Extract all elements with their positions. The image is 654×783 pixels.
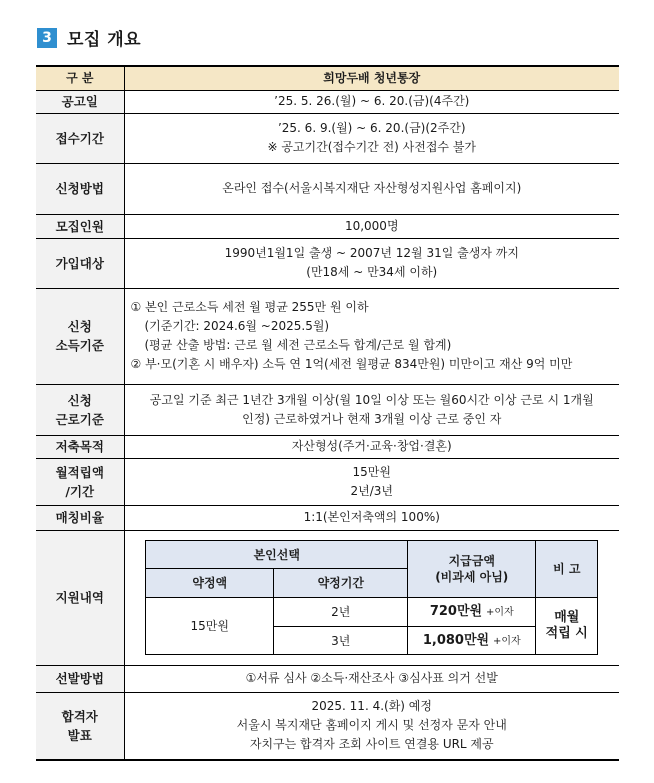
pay-amount-header-line1: 지급금액 [448,554,495,568]
work-label [36,384,124,435]
payout-2y [408,598,536,627]
header-value: 희망두배 청년통장 [124,66,619,90]
income-value [124,288,619,384]
eligibility-birth-range: 1990년1월1일 출생 ~ 2007년 12월 31일 출생자 까지 [224,246,519,260]
table-header-row [36,66,619,90]
income-line-4: ② 부·모(기혼 시 배우자) 소득 연 1억(세전 월평균 834만원) 미만이고 재산 9억 미만 [130,357,573,371]
work-label-line2: 근로기준 [55,411,104,427]
receipt-note: ※ 공고기간(접수기간 전) 사전접수 불가 [267,140,477,154]
recruitment-overview-table [36,65,619,761]
quota-value: 10,000명 [124,214,619,238]
eligibility-age-range: (만18세 ~ 만34세 이하) [306,265,438,279]
method-label: 신청방법 [36,163,124,214]
row-work [36,384,619,435]
row-method [36,163,619,214]
support-label: 지원내역 [36,530,124,665]
pay-amount-header-line2: (비과세 아님) [435,570,509,584]
monthly-label-line2: /기간 [65,483,95,499]
method-value: 온라인 접수(서울시복지재단 자산형성지원사업 홈페이지) [124,163,619,214]
support-value [124,530,619,665]
row-support [36,530,619,665]
remark-line1: 매월 [554,610,580,625]
row-receipt [36,113,619,163]
row-monthly [36,458,619,505]
monthly-value [124,458,619,505]
row-income [36,288,619,384]
section-title: 모집 개요 [67,30,142,50]
contract-amount-value: 15만원 [146,598,274,655]
result-label-line2: 발표 [67,727,92,743]
eligibility-label: 가입대상 [36,238,124,288]
income-line-3: (평균 산출 방법: 근로 월 세전 근로소득 합계/근로 월 합계) [144,338,452,352]
row-matching [36,505,619,530]
announce-label: 공고일 [36,90,124,113]
result-date: 2025. 11. 4.(화) 예정 [311,699,432,714]
contract-amount-header: 약정액 [146,569,274,598]
purpose-value: 자산형성(주거·교육·창업·결혼) [124,435,619,458]
monthly-period: 2년/3년 [350,483,393,498]
work-value [124,384,619,435]
payout-2y-amount: 720만원 [429,604,483,619]
support-detail-table [145,540,598,655]
quota-label: 모집인원 [36,214,124,238]
pay-amount-header [408,541,536,598]
receipt-period: ’25. 6. 9.(월) ~ 6. 20.(금)(2주간) [277,121,466,135]
matching-label: 매칭비율 [36,505,124,530]
payout-3y [408,627,536,655]
receipt-label: 접수기간 [36,113,124,163]
period-3y: 3년 [274,627,408,655]
monthly-amount: 15만원 [352,464,391,479]
work-line-1: 공고일 기준 최근 1년간 3개월 이상(월 10일 이상 또는 월60시간 이상 근로 시 1개월 [149,392,594,407]
remark-value [536,598,598,655]
matching-value: 1:1(본인저축액의 100%) [124,505,619,530]
income-label-line1: 신청 [67,319,92,334]
income-label [36,288,124,384]
selection-value: ①서류 심사 ②소득·재산조사 ③심사표 의거 선발 [124,665,619,692]
row-eligibility [36,238,619,288]
receipt-value [124,113,619,163]
monthly-label [36,458,124,505]
result-value [124,692,619,760]
self-choice-header: 본인선택 [146,541,408,569]
payout-3y-interest: +이자 [492,635,521,647]
purpose-label: 저축목적 [36,435,124,458]
result-url-note: 자치구는 합격자 조회 사이트 연결용 URL 제공 [249,737,494,752]
work-label-line1: 신청 [67,392,92,408]
remark-header: 비 고 [536,541,598,598]
result-label [36,692,124,760]
work-line-2: 인정) 근로하였거나 현재 3개월 이상 근로 중인 자 [242,411,502,426]
payout-3y-amount: 1,080만원 [422,632,490,648]
row-purpose [36,435,619,458]
income-line-2: (기준기간: 2024.6월 ~2025.5월) [144,319,330,333]
payout-2y-interest: +이자 [485,607,514,618]
table-row [146,598,598,627]
row-quota [36,214,619,238]
income-label-line2: 소득기준 [55,338,104,353]
period-2y: 2년 [274,598,408,627]
eligibility-value [124,238,619,288]
row-announce [36,90,619,113]
section-number-badge: 3 [37,28,57,48]
contract-period-header: 약정기간 [274,569,408,598]
selection-label: 선발방법 [36,665,124,692]
income-line-1: ① 본인 근로소득 세전 월 평균 255만 원 이하 [130,300,369,314]
monthly-label-line1: 월적립액 [55,464,104,480]
announce-value: ’25. 5. 26.(월) ~ 6. 20.(금)(4주간) [124,90,619,113]
result-notice: 서울시 복지재단 홈페이지 게시 및 선정자 문자 안내 [236,718,507,733]
header-label: 구 분 [36,66,124,90]
section-heading [37,25,141,50]
remark-line2: 적립 시 [545,626,588,641]
result-label-line1: 합격자 [61,708,98,724]
row-result [36,692,619,760]
row-selection [36,665,619,692]
